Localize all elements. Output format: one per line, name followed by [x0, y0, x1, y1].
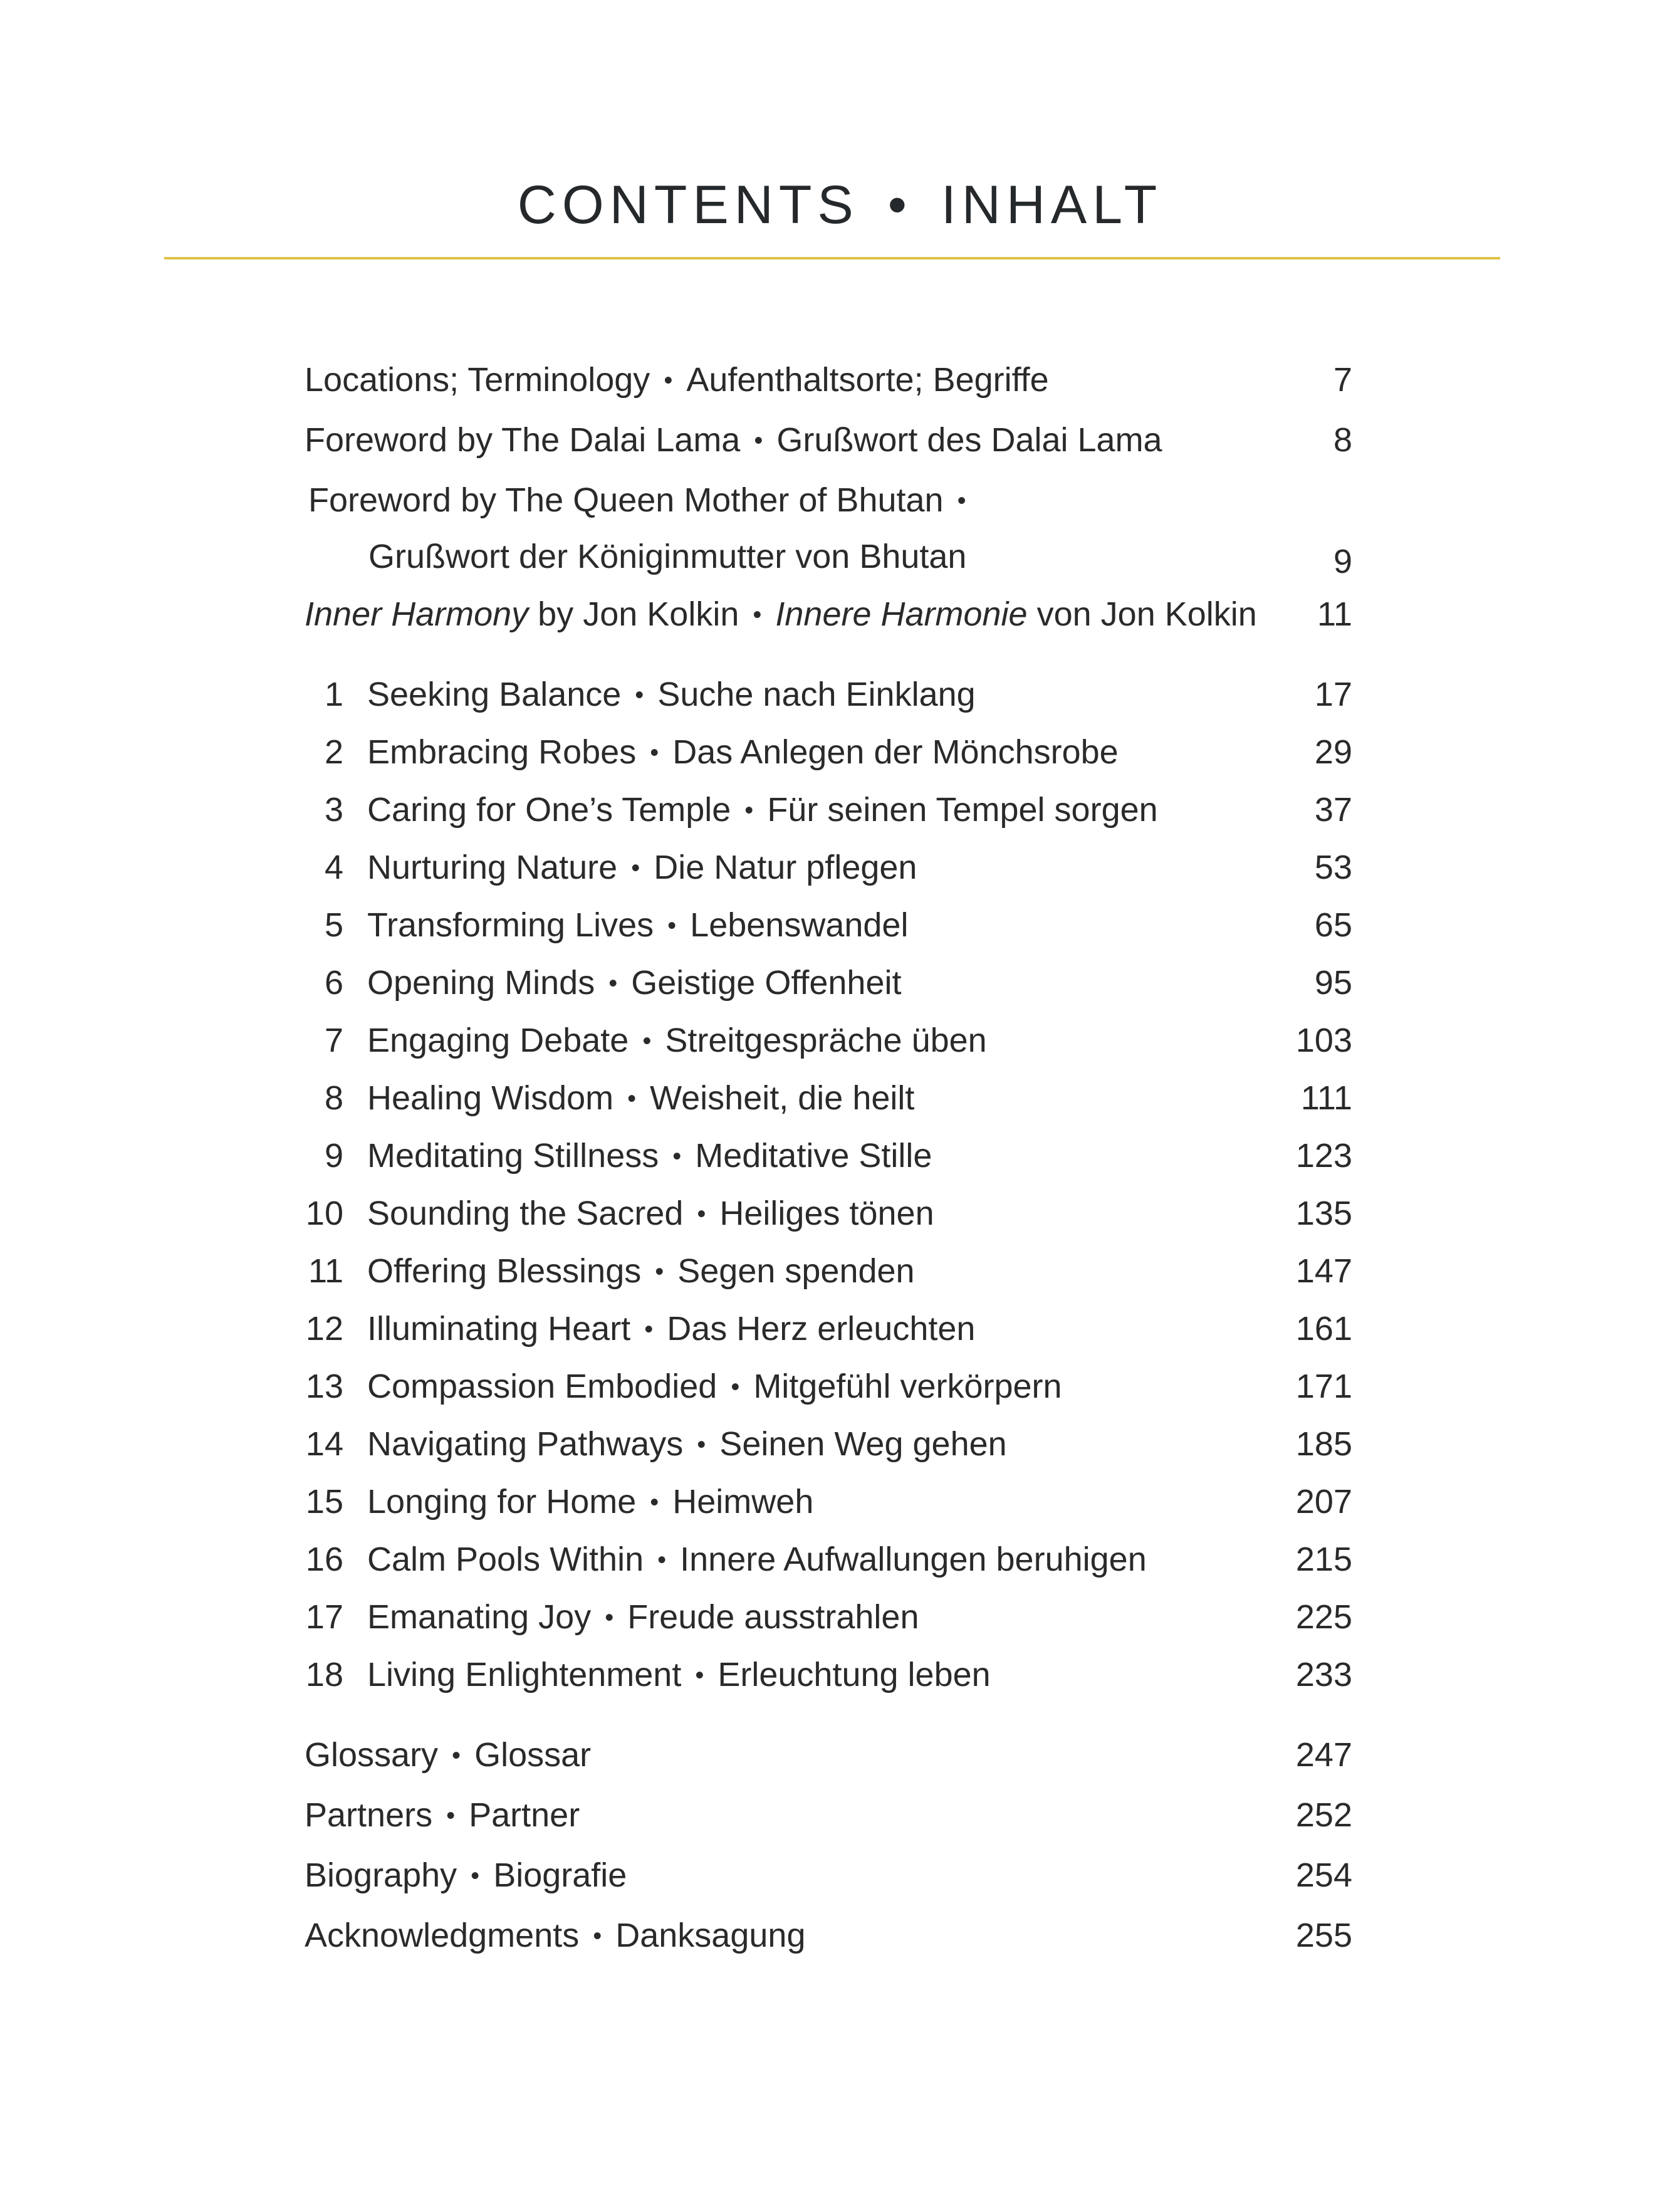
entry-page: 207 — [1295, 1483, 1352, 1521]
separator-dot: • — [593, 1922, 602, 1950]
separator-dot: • — [631, 854, 640, 882]
entry-title-en: Glossary — [305, 1736, 439, 1774]
chapter-number: 2 — [324, 733, 343, 771]
entry-title-en: Compassion Embodied — [367, 1368, 717, 1405]
toc-chapter-15[interactable] — [305, 1475, 1352, 1528]
toc-chapter-5[interactable] — [305, 899, 1352, 951]
entry-page: 17 — [1314, 676, 1352, 713]
toc-entry-foreword-queen-mother-de[interactable] — [305, 530, 1352, 583]
entry-title-de: Lebenswandel — [690, 906, 909, 944]
entry-title-de-italic: Innere Harmonie — [775, 595, 1028, 633]
entry-page: 7 — [1333, 361, 1352, 399]
entry-page: 53 — [1314, 849, 1352, 886]
chapter-number: 11 — [308, 1252, 343, 1290]
separator-dot: • — [655, 1258, 664, 1285]
separator-dot: • — [957, 487, 966, 515]
entry-page: 103 — [1295, 1022, 1352, 1059]
entry-page: 252 — [1295, 1796, 1352, 1834]
toc-chapter-4[interactable] — [305, 841, 1352, 894]
entry-title-de: Grußwort der Königinmutter von Bhutan — [368, 538, 967, 575]
title-english: CONTENTS — [517, 175, 859, 235]
entry-page: 135 — [1295, 1195, 1352, 1232]
chapter-number: 18 — [305, 1656, 343, 1693]
entry-title-en: Healing Wisdom — [367, 1079, 614, 1117]
entry-title-en: Engaging Debate — [367, 1022, 629, 1059]
toc-chapter-17[interactable] — [305, 1591, 1352, 1643]
chapter-number: 13 — [305, 1368, 343, 1405]
entry-title-de: Partner — [469, 1796, 580, 1834]
entry-title-en: Locations; Terminology — [305, 361, 650, 399]
entry-title-en: Seeking Balance — [367, 676, 622, 713]
entry-title-de: Erleuchtung leben — [717, 1656, 991, 1693]
entry-title-de: Weisheit, die heilt — [650, 1079, 915, 1117]
entry-title-de: Seinen Weg gehen — [719, 1425, 1007, 1463]
toc-chapter-6[interactable] — [305, 956, 1352, 1009]
toc-chapter-16[interactable] — [305, 1533, 1352, 1586]
entry-title-en: Navigating Pathways — [367, 1425, 684, 1463]
entry-title-de: Glossar — [474, 1736, 592, 1774]
toc-entry-foreword-queen-mother[interactable] — [305, 474, 1352, 526]
separator-dot: • — [697, 1200, 706, 1228]
entry-page: 65 — [1314, 906, 1352, 944]
entry-title-de: Heiliges tönen — [719, 1195, 934, 1232]
entry-title-en: Opening Minds — [367, 964, 595, 1002]
separator-dot: • — [753, 601, 762, 629]
entry-title-en: Living Enlightenment — [367, 1656, 682, 1693]
entry-title-de: Streitgespräche üben — [665, 1022, 987, 1059]
entry-title-de: Geistige Offenheit — [631, 964, 902, 1002]
toc-chapter-8[interactable] — [305, 1072, 1352, 1124]
entry-page: 9 — [1333, 543, 1352, 580]
separator-dot: • — [667, 912, 677, 940]
chapter-number: 14 — [305, 1425, 343, 1463]
entry-page: 37 — [1314, 791, 1352, 829]
entry-title-en: Transforming Lives — [367, 906, 654, 944]
entry-title-de: Suche nach Einklang — [657, 676, 976, 713]
toc-chapter-11[interactable] — [305, 1245, 1352, 1297]
entry-page: 171 — [1295, 1368, 1352, 1405]
toc-entry-inner-harmony[interactable] — [305, 588, 1352, 641]
entry-title-en: Emanating Joy — [367, 1598, 592, 1636]
entry-title-de: Biografie — [493, 1856, 627, 1894]
toc-entry-foreword-dalai-lama[interactable] — [305, 414, 1352, 466]
chapter-number: 5 — [324, 906, 343, 944]
separator-dot: • — [635, 681, 644, 709]
separator-dot: • — [695, 1662, 704, 1689]
separator-dot: • — [650, 739, 659, 767]
entry-title-de: Freude ausstrahlen — [627, 1598, 919, 1636]
entry-title-de: Danksagung — [615, 1917, 806, 1954]
toc-chapter-14[interactable] — [305, 1418, 1352, 1470]
separator-dot: • — [657, 1546, 667, 1574]
entry-title-en: Sounding the Sacred — [367, 1195, 684, 1232]
entry-title-de: Für seinen Tempel sorgen — [767, 791, 1158, 829]
entry-page: 254 — [1295, 1856, 1352, 1894]
entry-page: 161 — [1295, 1310, 1352, 1348]
chapter-number: 17 — [305, 1598, 343, 1636]
chapter-number: 4 — [324, 849, 343, 886]
entry-title-en: Offering Blessings — [367, 1252, 642, 1290]
entry-title-de: Das Herz erleuchten — [667, 1310, 976, 1348]
chapter-number: 12 — [305, 1310, 343, 1348]
entry-page: 147 — [1295, 1252, 1352, 1290]
entry-title-de: von Jon Kolkin — [1036, 595, 1257, 633]
title-separator: • — [887, 175, 912, 235]
entry-title-en: Illuminating Heart — [367, 1310, 631, 1348]
chapter-number: 1 — [324, 676, 343, 713]
entry-title-en: Foreword by The Queen Mother of Bhutan — [308, 481, 944, 519]
entry-page: 225 — [1295, 1598, 1352, 1636]
toc-entry-glossary[interactable] — [305, 1729, 1352, 1781]
separator-dot: • — [642, 1027, 652, 1055]
entry-page: 247 — [1295, 1736, 1352, 1774]
chapter-number: 6 — [324, 964, 343, 1002]
chapter-number: 15 — [305, 1483, 343, 1521]
entry-page: 255 — [1295, 1917, 1352, 1954]
entry-title-de: Die Natur pflegen — [654, 849, 917, 886]
toc-chapter-10[interactable] — [305, 1187, 1352, 1240]
toc-chapter-1[interactable] — [305, 668, 1352, 721]
entry-page: 123 — [1295, 1137, 1352, 1175]
separator-dot: • — [664, 367, 673, 394]
separator-dot: • — [605, 1604, 614, 1631]
entry-title-en: Caring for One’s Temple — [367, 791, 731, 829]
separator-dot: • — [446, 1802, 456, 1829]
separator-dot: • — [471, 1862, 480, 1890]
separator-dot: • — [644, 1316, 654, 1343]
entry-title-de: Meditative Stille — [695, 1137, 932, 1175]
chapter-number: 7 — [324, 1022, 343, 1059]
entry-page: 215 — [1295, 1541, 1352, 1578]
chapter-number: 3 — [324, 791, 343, 829]
toc-chapter-2[interactable] — [305, 726, 1352, 778]
entry-title-de: Innere Aufwallungen beruhigen — [680, 1541, 1147, 1578]
entry-title-en: Longing for Home — [367, 1483, 637, 1521]
toc-chapter-9[interactable] — [305, 1129, 1352, 1182]
entry-title-de: Segen spenden — [677, 1252, 915, 1290]
entry-title-en: Biography — [305, 1856, 457, 1894]
entry-title-en-italic: Inner Harmony — [305, 595, 529, 633]
separator-dot: • — [650, 1489, 659, 1516]
entry-title-de: Heimweh — [672, 1483, 814, 1521]
toc-entry-acknowledgments[interactable] — [305, 1909, 1352, 1962]
toc-chapter-12[interactable] — [305, 1302, 1352, 1355]
entry-page: 29 — [1314, 733, 1352, 771]
separator-dot: • — [452, 1742, 461, 1769]
toc-chapter-18[interactable] — [305, 1648, 1352, 1701]
toc-chapter-7[interactable] — [305, 1014, 1352, 1067]
toc-chapter-3[interactable] — [305, 783, 1352, 836]
entry-title-en: Calm Pools Within — [367, 1541, 644, 1578]
separator-dot: • — [672, 1143, 682, 1170]
entry-title-en: Partners — [305, 1796, 433, 1834]
entry-page: 185 — [1295, 1425, 1352, 1463]
chapter-number: 8 — [324, 1079, 343, 1117]
entry-title-en: Embracing Robes — [367, 733, 637, 771]
chapter-number: 10 — [305, 1195, 343, 1232]
entry-page: 233 — [1295, 1656, 1352, 1693]
toc-entry-biography[interactable] — [305, 1849, 1352, 1902]
entry-title-de: Grußwort des Dalai Lama — [776, 421, 1162, 459]
entry-title-en: Acknowledgments — [305, 1917, 580, 1954]
toc-entry-partners[interactable] — [305, 1789, 1352, 1841]
entry-page: 11 — [1317, 595, 1352, 633]
entry-title-de: Aufenthaltsorte; Begriffe — [686, 361, 1049, 399]
separator-dot: • — [697, 1431, 706, 1458]
toc-entry-locations[interactable] — [305, 353, 1352, 406]
entry-page: 111 — [1300, 1079, 1352, 1117]
chapter-number: 16 — [305, 1541, 343, 1578]
toc-chapter-13[interactable] — [305, 1360, 1352, 1413]
entry-title-de: Das Anlegen der Mönchsrobe — [672, 733, 1119, 771]
chapter-number: 9 — [324, 1137, 343, 1175]
entry-page: 8 — [1333, 421, 1352, 459]
entry-title-de: Mitgefühl verkörpern — [753, 1368, 1062, 1405]
entry-title-en: by Jon Kolkin — [538, 595, 739, 633]
separator-dot: • — [754, 427, 763, 454]
entry-page: 95 — [1314, 964, 1352, 1002]
separator-dot: • — [744, 797, 754, 824]
title-german: INHALT — [941, 175, 1163, 235]
entry-title-en: Meditating Stillness — [367, 1137, 659, 1175]
separator-dot: • — [627, 1085, 637, 1112]
entry-title-en: Foreword by The Dalai Lama — [305, 421, 741, 459]
entry-title-en: Nurturing Nature — [367, 849, 618, 886]
separator-dot: • — [608, 970, 618, 997]
separator-dot: • — [731, 1373, 740, 1401]
